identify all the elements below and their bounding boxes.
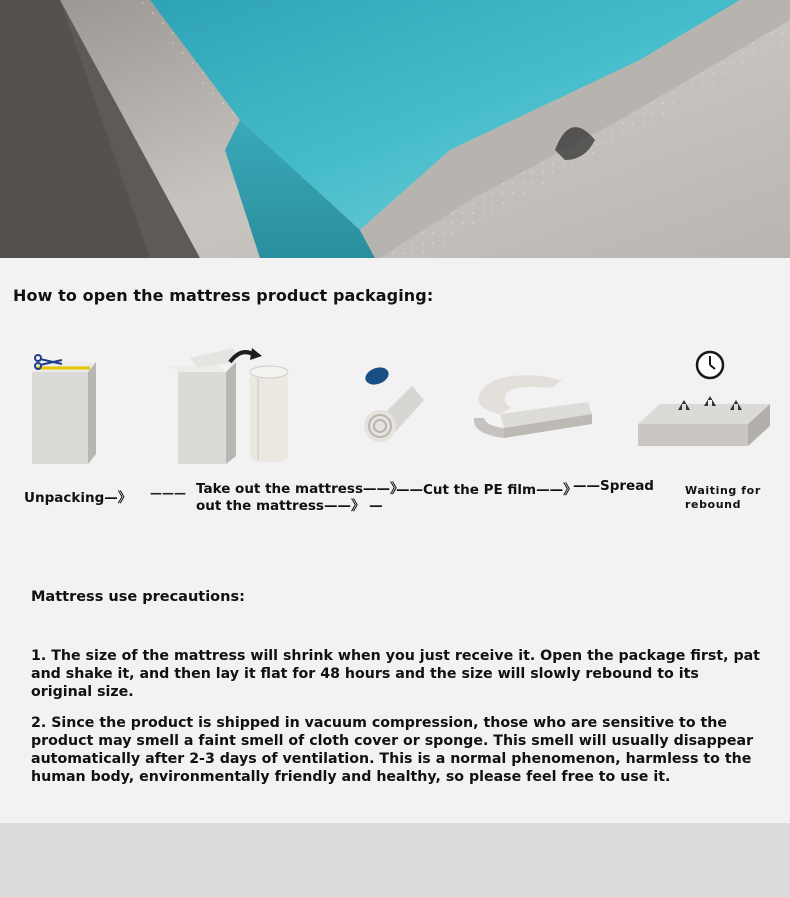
lead-dashes: ——— bbox=[150, 486, 186, 500]
footer-band bbox=[0, 823, 790, 897]
duplicate-arrow: ——》 — bbox=[323, 498, 383, 514]
step-spread bbox=[573, 478, 654, 494]
scissors-box-icon bbox=[28, 344, 98, 469]
precaution-2: 2. Since the product is shipped in vacuum compression, those who are sensitive to the product may smell a faint smell of cloth cover or sponge. This smell will usually disappear automatically after 2-3 days of ventilation. This is a normal phenomenon, harmless to the human body, environmentally friendly and healthy, so please feel free to use it. bbox=[31, 715, 754, 785]
hero-photo bbox=[0, 0, 790, 258]
step-cut-film bbox=[396, 478, 577, 498]
mid-dashes: —— bbox=[396, 482, 423, 498]
rolled-mattress-icon bbox=[356, 362, 426, 452]
unrolling-mattress-icon bbox=[470, 374, 595, 446]
duplicate-line: out the mattress bbox=[196, 498, 324, 514]
end-dashes: —— bbox=[573, 478, 600, 494]
clock-rebound-icon bbox=[634, 348, 774, 452]
step-waiting-line1: Waiting for bbox=[685, 484, 761, 497]
step-unpacking bbox=[24, 486, 131, 506]
step-waiting-line2: rebound bbox=[685, 498, 742, 511]
precaution-1: 1. The size of the mattress will shrink when you just receive it. Open the package first, pat and shake it, and then lay it flat for 48 hours and the size will slowly rebound to its original size. bbox=[31, 648, 760, 700]
step-cut-film-arrow: ——》 bbox=[536, 482, 577, 498]
step-take-out-duplicate bbox=[196, 494, 383, 514]
packaging-heading: How to open the mattress product packaging: bbox=[13, 286, 434, 305]
mattress-corner-photo bbox=[0, 0, 790, 258]
step-spread-label: Spread bbox=[600, 478, 654, 494]
box-roll-icon bbox=[168, 344, 293, 469]
step-cut-film-label: Cut the PE film bbox=[423, 482, 537, 498]
step-take-out-label: Take out the mattress bbox=[196, 481, 363, 497]
precautions-title: Mattress use precautions: bbox=[31, 589, 245, 605]
step-unpacking-arrow: —》 bbox=[104, 490, 132, 506]
step-take-out-arrow: ——》 bbox=[362, 481, 404, 497]
step-waiting bbox=[685, 484, 761, 512]
step-unpacking-label: Unpacking bbox=[24, 490, 105, 506]
